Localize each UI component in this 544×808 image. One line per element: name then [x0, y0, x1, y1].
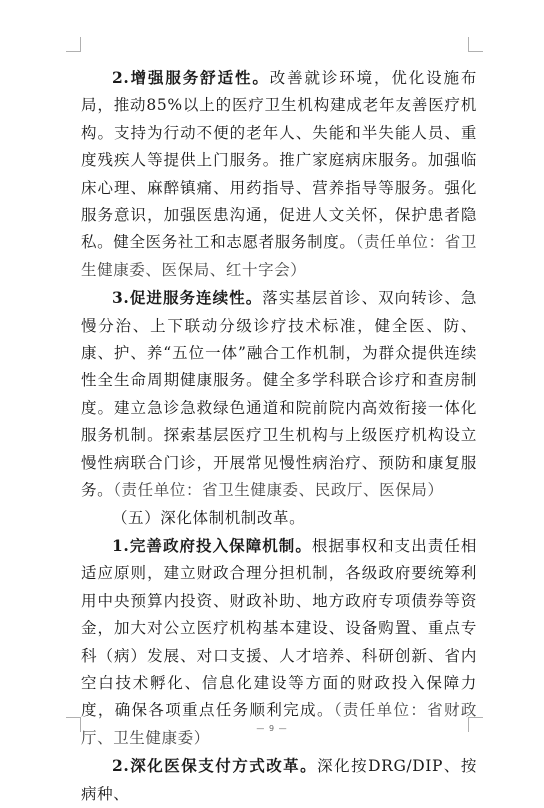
crop-mark-top-left	[66, 37, 81, 52]
responsibility-note: （责任单位：省卫生健康委、医保局、红十字会）	[81, 233, 477, 279]
document-body	[81, 64, 477, 808]
paragraph-heading: 1.完善政府投入保障机制。	[112, 535, 312, 555]
paragraph-text: 深化按DRG/DIP、按病种、	[81, 757, 478, 803]
paragraph-heading: 3.促进服务连续性。	[112, 288, 263, 308]
crop-mark-top-right	[468, 37, 483, 52]
paragraph-government-investment	[81, 532, 477, 752]
paragraph-text: 改善就诊环境，优化设施布局，推动85%以上的医疗卫生机构建成老年友善医疗机构。支持为行动不便的老年人、失能和半失能人员、重度残疾人等提供上门服务。推广家庭病床服务。加强临床心理、麻醉镇痛、用药指导、营养指导等服务。强化服务意识，加强医患沟通，促进人文关怀，保护患者隐私。健全医务社工和志愿者服务制度。	[81, 69, 478, 252]
paragraph-text: 落实基层首诊、双向转诊、急慢分治、上下联动分级诊疗技术标准，健全医、防、康、护、养“五位一体”融合工作机制，为群众提供连续性全生命周期健康服务。健全多学科联合诊疗和查房制度。建立急诊急救绿色通道和院前院内高效衔接一体化服务机制。探索基层医疗卫生机构与上级医疗机构设立慢性病联合门诊，开展常见慢性病治疗、预防和康复服务。	[81, 289, 477, 500]
paragraph-insurance-payment	[81, 752, 477, 808]
responsibility-note: （责任单位：省财政厅、卫生健康委）	[81, 701, 477, 747]
paragraph-text: 根据事权和支出责任相适应原则，建立财政合理分担机制，各级政府要统筹利用中央预算内投资、财政补助、地方政府专项债券等资金，加大对公立医疗机构基本建设、设备购置、重点专科（病）发展、对口支援、人才培养、科研创新、省内空白技术孵化、信息化建设等方面的财政投入保障力度，确保各项重点任务顺利完成。	[81, 536, 477, 720]
section-title: （五）深化体制机制改革。	[112, 508, 306, 527]
page-number: — 9 —	[256, 724, 288, 733]
paragraph-heading: 2.深化医保支付方式改革。	[112, 756, 318, 776]
paragraph-heading: 2.增强服务舒适性。	[112, 68, 270, 87]
responsibility-note: （责任单位：省卫生健康委、民政厅、医保局）	[113, 481, 444, 500]
paragraph-service-comfort	[81, 64, 477, 284]
paragraph-service-continuity	[81, 284, 477, 504]
